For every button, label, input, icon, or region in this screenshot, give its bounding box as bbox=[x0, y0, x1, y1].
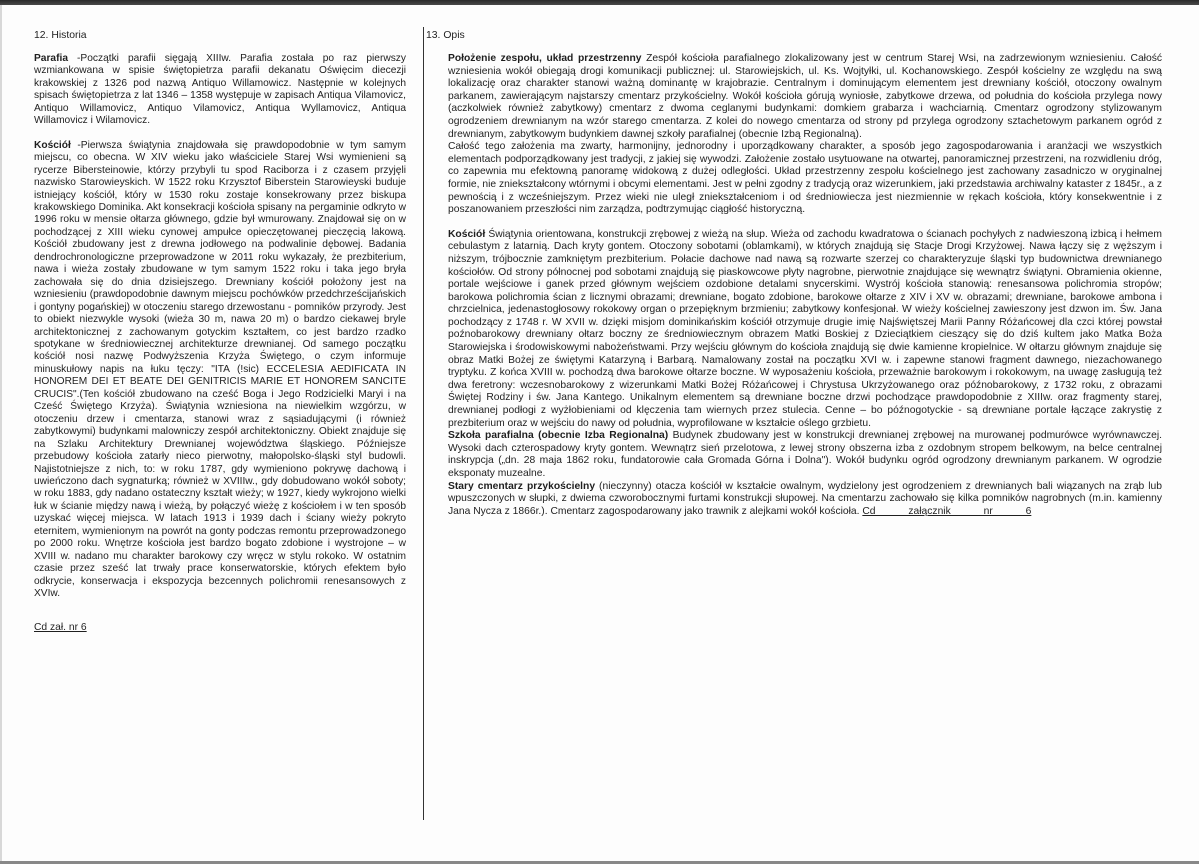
szkola-text: Budynek zbudowany jest w konstrukcji drewnianej zrębowej na murowanej podmurówce wyrównawczej. Wysoki dach czterospadowy kryty gontem. Wewnątrz sień przelotowa, z lewej strony obszerna izba z ozdobnym stropem belkowym, na belce centralnej inskrypcja („dn. 28 maja 1862 roku, fundatorowie cała Gromada Górna i Dolna"). Wokół budynku ogród ogrodzony drewnianym parkanem. W ogrodzie eksponaty muzealne. bbox=[448, 430, 1162, 479]
cmentarz-text: (nieczynny) otacza kościół w kształcie owalnym, wydzielony jest ogrodzeniem z drewnianych bali wiązanych na zrąb lub wpuszczonych w słupki, z dwiema czworobocznymi furtami konstrukcji słupowej. Na cmentarzu zachowało się kilka pomników nagrobnych (m.in. kamienny Jana Nycza z 1866r.). Cmentarz zagospodarowany jako trawnik z alejkami wokół kościoła. bbox=[448, 480, 1163, 517]
kosciol-history-text: -Pierwsza świątynia znajdowała się prawdopodobnie w tym samym miejscu, co obecna. W XIV wieku jako właściciele Starej Wsi wymienieni są rycerze Bibersteinowie, którzy przybyli tu spod Raciborza i z czasem przyjęli nazwisko Starowieyskich. W 1522 roku Krzysztof Biberstein Starowieyski buduje istniejący kościół, który w 1530 roku zostaje konsekrowany przez biskupa krakowskiego Dominika. Akt konsekracji kościoła spisany na pergaminie odkryto w 1996 roku w mensie ołtarza głównego, gdzie był wmurowany. Znajdował się on w pochodzącej z XIII wieku cynowej ampułce opieczętowanej pieczęcią lakową. Kościół zbudowany jest z drewna jodłowego na podwalinie dębowej. Badania dendrochronologiczne przeprowadzone w 2011 roku wykazały, że prezbiterium, nawa i wieża zostały zbudowane w tym samym 1522 roku i taka jego bryła zachowała się do dnia dzisiejszego. Drewniany kościół położony jest na wzniesieniu (prawdopodobnie dawnym miejscu pochówków przedchrześcijańskich i gontyny pogańskiej) w otoczeniu starego drzewostanu - pomników przyrody. Jest to obiekt niezwykle wysoki (wieża 30 m, nawa 20 m) o bardzo ciekawej bryle architektonicznej z zachowanym gotyckim kształtem, co jest bardzo rzadko spotykane w średniowiecznej architekturze drewnianej. Od samego początku kościół nosi nazwę Podwyższenia Krzyża Świętego, o czym informuje minuskułowy napis na łuku tęczy: "ITA (!sic) ECCELESIA AEDIFICATA IN HONOREM DEI ET BEATE DEI GENITRICIS MARIE ET HONOREM SANCITE CRUCIS".(Ten kościół zbudowano na cześć Boga i Jego Rodzicielki Maryi i na Cześć Świętego Krzyża). Świątynia wzniesiona na niewielkim wzgórzu, w otoczeniu drzew i cmentarza, stanowi wraz z sąsiadującymi (i również zabytkowymi) budynkami malowniczy zespół architektoniczny. Obiekt znajduje się na Szlaku Architektury Drewnianej województwa śląskiego. Późniejsze przebudowy kościoła zatarły nieco pierwotny, małopolsko-śląski styl budowli. Najistotniejsze z nich, to: w roku 1787, gdy wymieniono pokrywę dachową i uwieńczono dach sygnaturką; również w XVIIIw., gdy dobudowano wokół soboty; w roku 1883, gdy nadano ostateczny kształt wieży; w 1927, kiedy wykrojono wielki łuk w ścianie między nawą i wieżą, by połączyć wieżę z kościołem i w ten sposób uzyskać więcej miejsca. W latach 1913 i 1939 dach i ściany wieży pokryto eternitem, wymienionym na powrót na gonty podczas remontu przeprowadzonego po 2000 roku. Wnętrze kościoła jest bardzo bogato zdobione i wystrojone – w XVIII w. nadano mu charakter barokowy czy wręcz w stylu rokoko. W ostatnim czasie przez sześć lat trwały prace konserwatorskie, których efektem było odkrycie, konserwacja i ekspozycja bezcennych polichromii renesansowych z XVIw. bbox=[34, 139, 406, 600]
cmentarz-paragraph bbox=[448, 481, 1162, 519]
history-column bbox=[34, 29, 406, 635]
kosciol-description-lead: Kościół bbox=[448, 228, 486, 240]
polozenie-text: Zespół kościoła parafialnego zlokalizowany jest w centrum Starej Wsi, na zadrzewionym wzniesieniu. Całość wzniesienia wokół obiegają drogi komunikacji publicznej: ul. Starowiejskich, ul. Ks. Wojtyłki, ul. Kochanowskiego. Zespół kościelny ze względu na swą lokalizację oraz charakter stanowi ważną dominantę w krajobrazie. Centralnym i dominującym elementem jest drewniany kościół, otoczony owalnym parkanem, zawierającym najstarszy cmentarz przykościelny. Wokół kościoła górują wyniosłe, zabytkowe drzewa, od południa do kościoła przylega nowy (aczkolwiek również zabytkowy) cmentarz z dwoma ceglanymi budynkami: domkiem grabarza i wachciarnią. Cmentarz ogrodzony stylizowanym ogrodzeniem drewnianym na wzór starego cmentarza. Z kolei do nowego cmentarza od strony pd przylega ogrodzony sztachetowym parkanem ogród z drewnianym, zabytkowym budynkiem dawnej szkoły parafialnej (obecnie Izbą Regionalną). bbox=[448, 53, 1162, 140]
polozenie-paragraph bbox=[448, 53, 1162, 141]
cmentarz-lead: Stary cmentarz przykościelny bbox=[448, 480, 596, 492]
history-attachment-reference: Cd zał. nr 6 bbox=[34, 622, 87, 634]
history-heading: 12. Historia bbox=[34, 30, 87, 41]
parafia-text: -Początki parafii sięgają XIIIw. Parafia została po raz pierwszy wzmiankowana w spisie świętopietrza parafii dekanatu Oświęcim diecezji krakowskiej z 1326 pod nazwą Antiquo Willamowicz. Następnie w kolejnych spisach świętopietrza z lat 1346 – 1358 występuje w zapisach Antiqua Vilamovicz, Antiquo Willamovicz, Antiquo Vilamovicz, Antiqua Wyllamovicz, Antiqua Willamovicz i Wilamovicz. bbox=[34, 53, 406, 127]
scan-left-edge bbox=[0, 5, 2, 861]
kosciol-history-paragraph bbox=[34, 140, 406, 601]
scan-top-edge bbox=[0, 0, 1199, 5]
parafia-paragraph bbox=[34, 53, 406, 128]
description-body bbox=[430, 53, 1162, 518]
description-column bbox=[426, 29, 1163, 518]
parafia-lead: Parafia bbox=[34, 53, 68, 64]
polozenie-lead: Położenie zespołu, układ przestrzenny bbox=[448, 53, 642, 64]
kosciol-history-lead: Kościół bbox=[34, 139, 71, 151]
kosciol-description-paragraph bbox=[448, 229, 1162, 431]
szkola-lead: Szkoła parafialna (obecnie Izba Regionalna) bbox=[448, 430, 669, 442]
szkola-paragraph bbox=[448, 430, 1162, 480]
kosciol-description-text: Świątynia orientowana, konstrukcji zrębowej z wieżą na słup. Wieża od zachodu kwadratowa o ścianach pochyłych z nadwieszoną izbicą i hełmem cebulastym z latarnią. Dach kryty gontem. Otoczony sobotami (oblamkami), w których znajdują się Stacje Drogi Krzyżowej. Nawa łączy się z węższym i niższym, trójbocznie zamkniętym prezbiterium. Połacie dachowe nad nawą są rozwarte szerzej co charakteryzuje śląski typ budownictwa drewnianego kościołów. Od strony północnej pod sobotami znajdują się piaskowcowe płyty nagrobne, pierwotnie znajdujące się wewnątrz świątyni. Obramienia okienne, portale wejściowe i ganek przed głównym wejściem ozdobione detalami snycerskimi. Wystrój kościoła stanowią: renesansowa polichromia stropów; barokowa polichromia ścian z licznymi obrazami; drewniane, bogato zdobione, barokowe ołtarze z XIV i XV w. obrazami; drewniane, barokowe ambona i chrzcielnica, jedenastogłosowy rokokowy organ o przepięknym brzmieniu; zabytkowy konfesjonał. W wieży kościelnej zawieszony jest dzwon im. Św. Jana pochodzący z 1748 r. W XVII w. dzięki misjom dominikańskim kościół otrzymuje drugie imię Najświętszej Marii Panny Różańcowej dla czci której powstał poźnobarokowy drewniany ołtarz boczny ze średniowiecznym obrazem Matki Boskiej z Dzieciątkiem cieszący się do dziś kultem jako Matka Boża Starowiejska i środowiskowymi nabożeństwami. Przy wejściu głównym do kościoła znajdują się dwie kamienne kropielnice. W ołtarzu głównym znajduje się obraz Matki Bożej ze świętymi Katarzyną i Barbarą. Namalowany został na początku XVI w. i zapewne stanowi fragment dawnego, niezachowanego tryptyku. Z końca XVIII w. pochodzą dwa barokowe ołtarze boczne. W wyposażeniu kościoła, przeważnie barokowym i rokokowym, na uwagę zasługują też dwa feretrony: wczesnobarokowy z wizerunkami Matki Bożej Różańcowej i Chrystusa Ukrzyżowanego oraz późnobarokowy, z 1732 roku, z obrazami Świętej Rodziny i św. Jana Kantego. Unikalnym elementem są drewniane boczne drzwi pochodzące prawdopodobnie z XIIIw. oraz fragmenty starej, drewnianej podłogi z wyżłobieniami od klęczenia tam wiernych przez stulecia. Cenne – bo późnogotyckie - są drewniane portale łączące zakrystię z prezbiterium oraz w wejściu do nawy od południa, wyprofilowane w kształcie oślego grzbietu. bbox=[448, 228, 1162, 429]
polozenie-paragraph-2: Całość tego założenia ma zwarty, harmonijny, jednorodny i uporządkowany charakter, a sposób jego zagospodarowania i aranżacji we wszystkich elementach podporządkowany jest tradycji, z jakiej się wywodzi. Założenie zostało usytuowane na otwartej, panoramicznej przestrzeni, na rozwidleniu dróg, co zapewnia mu efektowną panoramę widokową z dużej odległości. Układ przestrzenny zespołu kościelnego jest zachowany zasadniczo w oryginalnej formie, nie zniekształcony wtórnymi i obcymi elementami. Jest w pełni zgodny z tradycją oraz wizerunkiem, jaki przedstawia archiwalny kataster z 1845r., a z pewnością i z wcześniejszym. Przez wieki nie uległ zniekształceniom i od średniowiecza jest niezmiennie w rękach kościoła, który konsekwentnie i z poszanowaniem przeszłości nim zarządza, podtrzymując ciągłość historyczną. bbox=[448, 141, 1162, 216]
description-attachment-reference: Cd załącznik nr 6 bbox=[862, 505, 1032, 517]
column-divider bbox=[423, 27, 424, 820]
description-heading: 13. Opis bbox=[426, 30, 465, 41]
